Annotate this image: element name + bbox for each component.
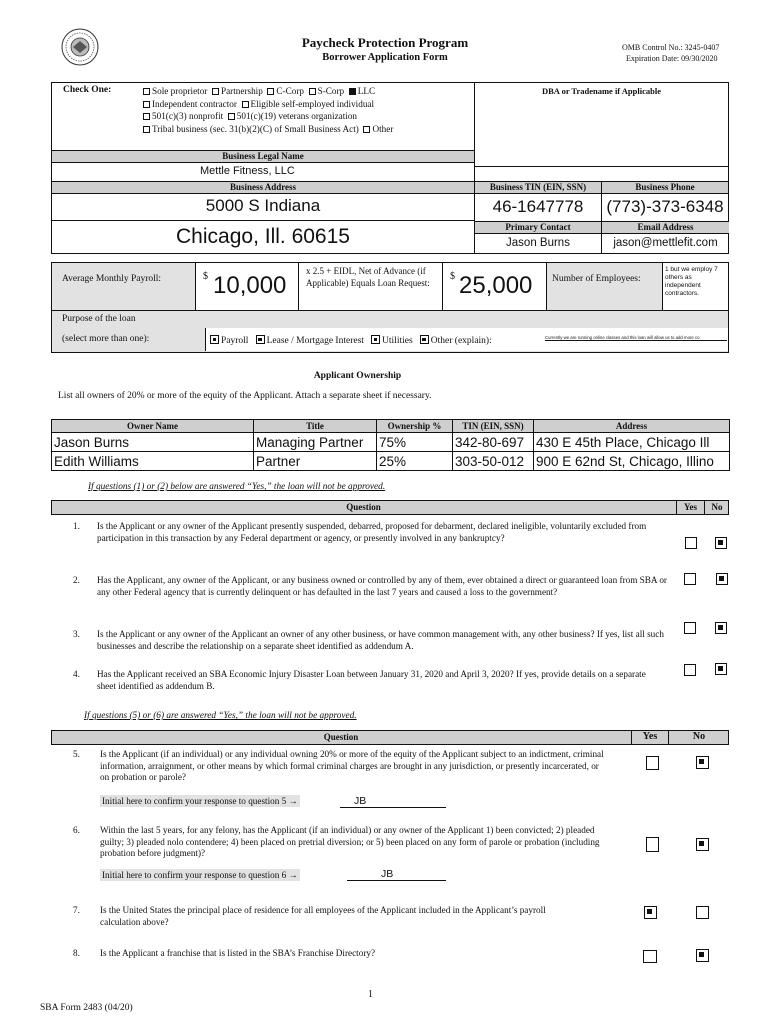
q2-yes-checkbox[interactable] bbox=[684, 573, 696, 585]
independent-contractor-checkbox[interactable] bbox=[143, 101, 150, 108]
purpose-label: Purpose of the loan bbox=[62, 314, 136, 324]
phone-header: Business Phone bbox=[602, 182, 728, 193]
q7-no-checkbox[interactable] bbox=[696, 906, 709, 919]
owner-address-cell[interactable]: 430 E 45th Place, Chicago Ill bbox=[534, 433, 730, 452]
q6-number: 6. bbox=[73, 825, 80, 835]
avg-payroll-currency: $ bbox=[203, 271, 208, 282]
q8-text: Is the Applicant a franchise that is listed in the SBA’s Franchise Directory? bbox=[100, 948, 376, 958]
page-number: 1 bbox=[368, 989, 373, 1000]
q4-yes-checkbox[interactable] bbox=[684, 664, 696, 676]
form-title: Paycheck Protection Program bbox=[301, 35, 469, 50]
loan-request-currency: $ bbox=[450, 271, 455, 282]
purpose-payroll[interactable]: Payroll bbox=[210, 336, 248, 346]
q2-number: 2. bbox=[73, 575, 80, 585]
entity-option-llc[interactable]: LLC bbox=[349, 86, 375, 96]
q5-initial-field[interactable]: JB bbox=[340, 795, 446, 808]
q5-initial-label: Initial here to confirm your response to question 5 → bbox=[102, 796, 298, 806]
ownership-pct-header: Ownership % bbox=[377, 420, 453, 433]
owner-address-cell[interactable]: 900 E 62nd St, Chicago, Illino bbox=[534, 452, 730, 471]
q4-text: Has the Applicant received an SBA Economic Injury Disaster Loan between January 31, 2020 and April 3, 2020? If yes, provide details on a separate sheet identified as addendum B. bbox=[97, 669, 646, 691]
q4-number: 4. bbox=[73, 669, 80, 679]
phone-field[interactable]: (773)-373-6348 bbox=[606, 197, 724, 216]
lease-mortgage-checkbox[interactable] bbox=[256, 335, 265, 344]
501c19-checkbox[interactable] bbox=[228, 113, 235, 120]
q1-number: 1. bbox=[73, 521, 80, 531]
other-purpose-checkbox[interactable] bbox=[420, 335, 429, 344]
payroll-checkbox[interactable] bbox=[210, 335, 219, 344]
utilities-checkbox[interactable] bbox=[371, 335, 380, 344]
q3-no-checkbox[interactable] bbox=[715, 622, 727, 634]
legal-name-field[interactable]: Mettle Fitness, LLC bbox=[200, 165, 295, 177]
contact-field[interactable]: Jason Burns bbox=[506, 237, 570, 249]
ownership-title: Applicant Ownership bbox=[313, 371, 402, 381]
employees-field[interactable]: 1 but we employ 7 others as independent contractors. bbox=[665, 266, 718, 297]
q8-no-checkbox[interactable] bbox=[696, 949, 709, 962]
avg-payroll-label: Average Monthly Payroll: bbox=[62, 274, 162, 284]
ownership-instruction: List all owners of 20% or more of the equity of the Applicant. Attach a separate sheet if necessary. bbox=[58, 391, 432, 401]
check-one-label: Check One: bbox=[63, 85, 112, 95]
section2-question-header: Question bbox=[323, 732, 359, 742]
q2-text: Has the Applicant, any owner of the Applicant, or any business owned or controlled by any of them, ever obtained a direct or guaranteed loan from SBA or any other Federal agency that is currently delinquent or has defaulted in the last 7 years and caused a loss to the government? bbox=[97, 575, 667, 597]
email-header: Email Address bbox=[602, 221, 729, 234]
section2-note: If questions (5) or (6) are answered “Yes,” the loan will not be approved. bbox=[84, 711, 357, 721]
q1-text: Is the Applicant or any owner of the Applicant presently suspended, debarred, proposed for debarment, declared ineligible, voluntarily excluded from participation in this transaction by any Federal department or agency, or presently involved in any bankruptcy? bbox=[97, 521, 647, 543]
llc-checkbox[interactable] bbox=[349, 88, 356, 95]
q5-text: Is the Applicant (if an individual) or any individual owning 20% or more of the equity of the Applicant subject to an indictment, criminal information, arraignment, or other means by which formal criminal charges are brought in any jurisdiction, or presently incarcerated, or on probation or parole? bbox=[100, 749, 604, 782]
q6-yes-checkbox[interactable] bbox=[646, 837, 659, 852]
q7-text: Is the United States the principal place of residence for all employees of the Applicant included in the Applicant’s payroll calculation above? bbox=[100, 905, 546, 927]
avg-payroll-field[interactable]: 10,000 bbox=[213, 272, 287, 299]
q6-initial-label: Initial here to confirm your response to question 6 → bbox=[102, 870, 298, 880]
employees-label: Number of Employees: bbox=[552, 274, 641, 284]
c-corp-checkbox[interactable] bbox=[267, 88, 274, 95]
dba-label: DBA or Tradename if Applicable bbox=[541, 86, 661, 96]
q5-number: 5. bbox=[73, 749, 80, 759]
dba-field[interactable] bbox=[478, 98, 724, 148]
q8-yes-checkbox[interactable] bbox=[643, 950, 657, 963]
q3-text: Is the Applicant or any owner of the Applicant an owner of any other business, or have common management with, any other business? If yes, list all such businesses and describe the relationship on a separate sheet identified as addendum A. bbox=[97, 629, 664, 651]
section1-yes-header: Yes bbox=[684, 502, 697, 512]
address-header: Business Address bbox=[52, 182, 474, 193]
entity-option-c-corp[interactable]: C-Corp bbox=[267, 86, 304, 96]
q8-number: 8. bbox=[73, 948, 80, 958]
expiration-date: Expiration Date: 09/30/2020 bbox=[626, 54, 718, 63]
section2-no-header: No bbox=[692, 731, 706, 742]
owner-title-header: Title bbox=[254, 420, 377, 433]
q6-text: Within the last 5 years, for any felony, has the Applicant (if an individual) or any owner of the Applicant 1) been convicted; 2) pleaded guilty; 3) pleaded nolo contendere; 4) been placed on pretrial diversion; or 5) been placed on any form of parole or probation (including probation before judgment)? bbox=[100, 825, 600, 858]
owner-tin-header: TIN (EIN, SSN) bbox=[453, 420, 534, 433]
entity-option-tribal-business[interactable]: Tribal business (sec. 31(b)(2)(C) of Small Business Act) bbox=[143, 124, 359, 134]
section1-no-header: No bbox=[711, 502, 723, 512]
loan-request-field[interactable]: 25,000 bbox=[459, 272, 533, 299]
section2-yes-header: Yes bbox=[642, 731, 658, 742]
q7-number: 7. bbox=[73, 905, 80, 915]
entity-option-sole-proprietor[interactable]: Sole proprietor bbox=[143, 86, 207, 96]
entity-option-self-employed[interactable]: Eligible self-employed individual bbox=[242, 99, 375, 109]
q5-no-checkbox[interactable] bbox=[696, 756, 709, 769]
entity-option-s-corp[interactable]: S-Corp bbox=[309, 86, 345, 96]
form-subtitle: Borrower Application Form bbox=[322, 52, 448, 63]
owner-tin-cell[interactable]: 303-50-012 bbox=[453, 452, 534, 471]
section1-question-header: Question bbox=[346, 502, 381, 512]
form-number: SBA Form 2483 (04/20) bbox=[40, 1003, 133, 1013]
email-field[interactable]: jason@mettlefit.com bbox=[613, 237, 718, 249]
address-line2-field[interactable]: Chicago, Ill. 60615 bbox=[176, 225, 350, 248]
entity-option-501c19[interactable]: 501(c)(19) veterans organization bbox=[228, 111, 357, 121]
s-corp-checkbox[interactable] bbox=[309, 88, 316, 95]
contact-header: Primary Contact bbox=[475, 221, 601, 234]
tin-header: Business TIN (EIN, SSN) bbox=[475, 182, 601, 193]
owner-address-header: Address bbox=[534, 420, 730, 433]
q3-number: 3. bbox=[73, 629, 80, 639]
self-employed-checkbox[interactable] bbox=[242, 101, 249, 108]
owner-title-cell[interactable]: Managing Partner bbox=[254, 433, 377, 452]
q3-yes-checkbox[interactable] bbox=[684, 622, 696, 634]
tribal-business-checkbox[interactable] bbox=[143, 126, 150, 133]
address-line1-field[interactable]: 5000 S Indiana bbox=[205, 196, 321, 215]
entity-type-options bbox=[143, 85, 473, 135]
owner-title-cell[interactable]: Partner bbox=[254, 452, 377, 471]
section1-note: If questions (1) or (2) below are answered “Yes,” the loan will not be approved. bbox=[88, 482, 386, 492]
501c3-checkbox[interactable] bbox=[143, 113, 150, 120]
purpose-lease-mortgage[interactable]: Lease / Mortgage Interest bbox=[256, 336, 364, 346]
entity-option-501c3[interactable]: 501(c)(3) nonprofit bbox=[143, 111, 223, 121]
tin-field[interactable]: 46-1647778 bbox=[492, 197, 584, 216]
q6-initial-field[interactable]: JB bbox=[347, 868, 446, 881]
sole-proprietor-checkbox[interactable] bbox=[143, 88, 150, 95]
q1-no-checkbox[interactable] bbox=[715, 537, 727, 549]
owner-name-cell[interactable]: Edith Williams bbox=[52, 452, 254, 471]
q7-yes-checkbox[interactable] bbox=[644, 906, 657, 919]
owner-tin-cell[interactable]: 342-80-697 bbox=[453, 433, 534, 452]
q6-initial-row bbox=[100, 870, 300, 880]
q6-no-checkbox[interactable] bbox=[696, 838, 709, 851]
ownership-pct-cell[interactable]: 75% bbox=[377, 433, 453, 452]
owner-name-cell[interactable]: Jason Burns bbox=[52, 433, 254, 452]
partnership-checkbox[interactable] bbox=[212, 88, 219, 95]
purpose-other[interactable]: Other (explain): bbox=[420, 336, 492, 346]
ownership-table bbox=[51, 419, 730, 471]
ownership-pct-cell[interactable]: 25% bbox=[377, 452, 453, 471]
owner-name-header: Owner Name bbox=[52, 420, 254, 433]
omb-control-number: OMB Control No.: 3245-0407 bbox=[622, 43, 720, 52]
loan-calc-label: x 2.5 + EIDL, Net of Advance (if Applicable) Equals Loan Request: bbox=[306, 266, 430, 288]
q2-no-checkbox[interactable] bbox=[716, 573, 728, 585]
other-purpose-explanation[interactable]: Currently we are running online classes and this loan will allow us to add more co bbox=[545, 335, 727, 341]
purpose-sublabel: (select more than one): bbox=[62, 334, 150, 344]
q1-yes-checkbox[interactable] bbox=[685, 537, 697, 549]
q5-yes-checkbox[interactable] bbox=[646, 756, 659, 770]
purpose-options bbox=[210, 335, 492, 346]
legal-name-header: Business Legal Name bbox=[52, 151, 474, 163]
sba-seal-logo bbox=[61, 28, 99, 66]
q5-initial-row bbox=[100, 796, 300, 806]
table-row bbox=[52, 452, 730, 471]
entity-option-partnership[interactable]: Partnership bbox=[212, 86, 263, 96]
purpose-utilities[interactable]: Utilities bbox=[371, 336, 413, 346]
other-entity-checkbox[interactable] bbox=[363, 126, 370, 133]
entity-option-other[interactable]: Other bbox=[363, 124, 393, 134]
q4-no-checkbox[interactable] bbox=[715, 663, 727, 675]
entity-option-independent-contractor[interactable]: Independent contractor bbox=[143, 99, 237, 109]
table-row bbox=[52, 433, 730, 452]
